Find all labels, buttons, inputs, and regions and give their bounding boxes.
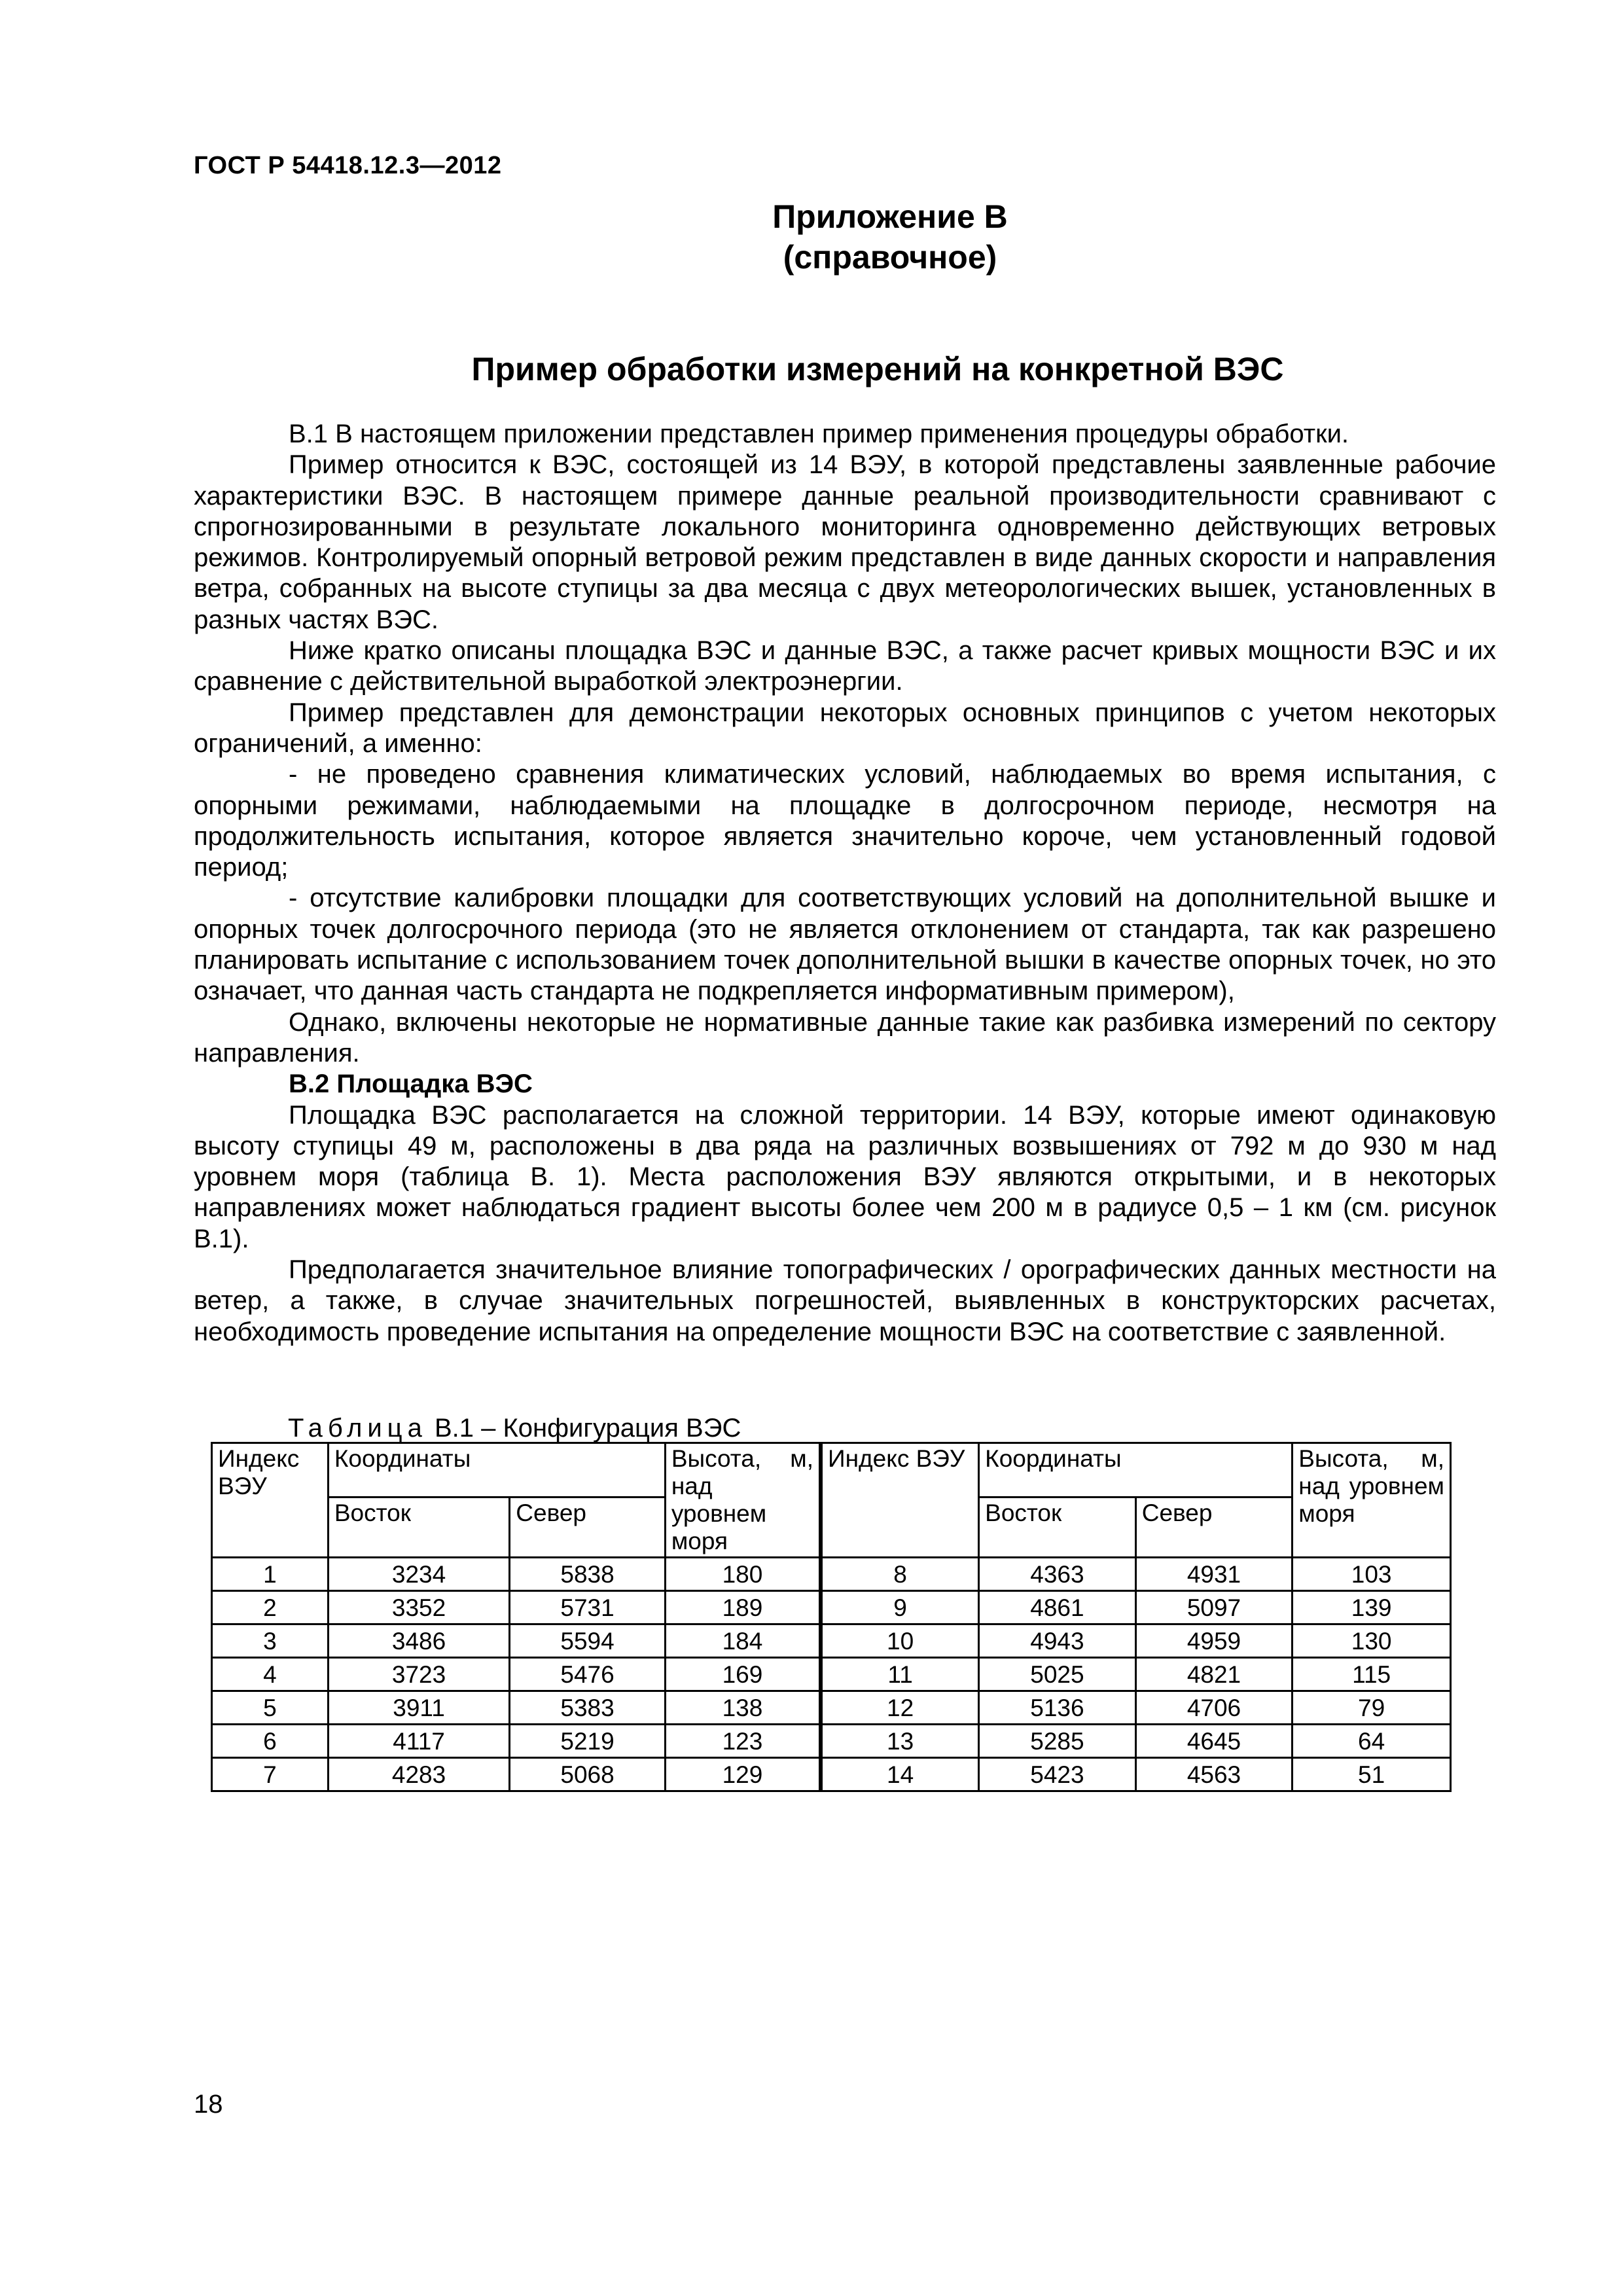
table-cell: 4363	[979, 1558, 1136, 1591]
table-cell: 3723	[328, 1658, 509, 1691]
table-cell: 123	[665, 1725, 821, 1758]
config-table	[211, 1442, 1452, 1792]
table-cell: 4117	[328, 1725, 509, 1758]
table-cell: 3234	[328, 1558, 509, 1591]
table-cell: 11	[821, 1658, 979, 1691]
paragraph: Пример относится к ВЭС, состоящей из 14 ВЭУ, в которой представлены заявленные рабочие характеристики ВЭС. В настоящем примере данные реальной производительности сравнивают с спрогнозированными в результате локального мониторинга одновременно действующих ветровых режимов. Контролируемый опорный ветровой режим представлен в виде данных скорости и направления ветра, собранных на высоте ступицы за два месяца с двух метеорологических вышек, установленных в разных частях ВЭС.	[194, 450, 1496, 634]
table-cell: 4563	[1135, 1758, 1293, 1791]
table-cell: 5025	[979, 1658, 1136, 1691]
table-cell: 2	[212, 1591, 329, 1624]
paragraph: - отсутствие калибровки площадки для соответствующих условий на дополнительной вышке и опорных точек долгосрочного периода (это не является отклонением от стандарта, так как разрешено планировать испытание с использованием точек дополнительной вышки в качестве опорных точек, но это означает, что данная часть стандарта не подкрепляется информативным примером),	[194, 884, 1496, 1006]
table-cell: 3352	[328, 1591, 509, 1624]
paragraph: Ниже кратко описаны площадка ВЭС и данные ВЭС, а также расчет кривых мощности ВЭС и их сравнение с действительной выработкой электроэнергии.	[194, 636, 1496, 696]
header-north-2: Север	[1135, 1498, 1293, 1558]
table-row	[212, 1725, 1451, 1758]
paragraph: Пример представлен для демонстрации некоторых основных принципов с учетом некоторых ограничений, а именно:	[194, 698, 1496, 758]
header-height-2: Высота, м, над уровнем моря	[1293, 1443, 1451, 1558]
table-cell: 14	[821, 1758, 979, 1791]
table-cell: 139	[1293, 1591, 1451, 1624]
table-cell: 4943	[979, 1624, 1136, 1658]
subsection-title: В.2 Площадка ВЭС	[289, 1069, 533, 1099]
table-cell: 3	[212, 1624, 329, 1658]
table-cell: 13	[821, 1725, 979, 1758]
paragraph: - не проведено сравнения климатических условий, наблюдаемых во время испытания, с опорными режимами, наблюдаемыми на площадке в долгосрочном периоде, несмотря на продолжительность испытания, которое является значительно короче, чем установленный годовой период;	[194, 760, 1496, 882]
table-row	[212, 1624, 1451, 1658]
table-cell: 3486	[328, 1624, 509, 1658]
header-coords: Координаты	[328, 1443, 665, 1498]
table-cell: 4821	[1135, 1658, 1293, 1691]
table-cell: 10	[821, 1624, 979, 1658]
table-cell: 5068	[510, 1758, 666, 1791]
appendix-title-line2: (справочное)	[783, 239, 997, 276]
table-cell: 4283	[328, 1758, 509, 1791]
table-cell: 6	[212, 1725, 329, 1758]
table-cell: 4	[212, 1658, 329, 1691]
table-row	[212, 1658, 1451, 1691]
table-cell: 1	[212, 1558, 329, 1591]
table-cell: 5476	[510, 1658, 666, 1691]
table-cell: 5594	[510, 1624, 666, 1658]
table-cell: 180	[665, 1558, 821, 1591]
table-caption-prefix: Таблица	[288, 1414, 427, 1443]
paragraph: В.1 В настоящем приложении представлен пример применения процедуры обработки.	[289, 420, 1349, 448]
table-cell: 12	[821, 1691, 979, 1725]
paragraph: Площадка ВЭС располагается на сложной территории. 14 ВЭУ, которые имеют одинаковую высоту ступицы 49 м, расположены в два ряда на различных возвышениях от 792 м до 930 м над уровнем моря (таблица В. 1). Места расположения ВЭУ являются открытыми, и в некоторых направлениях может наблюдаться градиент высоты более чем 200 м в радиусе 0,5 – 1 км (см. рисунок В.1).	[194, 1100, 1496, 1253]
table-row	[212, 1758, 1451, 1791]
table-cell: 5838	[510, 1558, 666, 1591]
table-cell: 184	[665, 1624, 821, 1658]
table-cell: 8	[821, 1558, 979, 1591]
header-index-2: Индекс ВЭУ	[821, 1443, 979, 1558]
header-east: Восток	[328, 1498, 509, 1558]
table-caption-title: В.1 – Конфигурация ВЭС	[427, 1414, 741, 1443]
table-cell: 130	[1293, 1624, 1451, 1658]
table-cell: 7	[212, 1758, 329, 1791]
table-cell: 169	[665, 1658, 821, 1691]
table-cell: 4959	[1135, 1624, 1293, 1658]
paragraph: Предполагается значительное влияние топографических / орографических данных местности на ветер, а также, в случае значительных погрешностей, выявленных в конструкторских расчетах, необходимость проведение испытания на определение мощности ВЭС на соответствие с заявленной.	[194, 1255, 1496, 1346]
standard-header: ГОСТ Р 54418.12.3—2012	[194, 152, 502, 179]
table-cell: 4861	[979, 1591, 1136, 1624]
table-cell: 5136	[979, 1691, 1136, 1725]
table-cell: 3911	[328, 1691, 509, 1725]
table-cell: 5383	[510, 1691, 666, 1725]
paragraph: Однако, включены некоторые не нормативные данные такие как разбивка измерений по сектору направления.	[194, 1007, 1496, 1067]
table-cell: 103	[1293, 1558, 1451, 1591]
section-title: Пример обработки измерений на конкретной ВЭС	[471, 351, 1284, 387]
table-cell: 115	[1293, 1658, 1451, 1691]
table-caption	[288, 1414, 741, 1443]
table-cell: 5731	[510, 1591, 666, 1624]
table-cell: 4645	[1135, 1725, 1293, 1758]
table-cell: 9	[821, 1591, 979, 1624]
table-cell: 5423	[979, 1758, 1136, 1791]
header-height: Высота, м, над уровнем моря	[665, 1443, 821, 1558]
table-row	[212, 1691, 1451, 1725]
table-cell: 5285	[979, 1725, 1136, 1758]
table-cell: 5219	[510, 1725, 666, 1758]
table-cell: 129	[665, 1758, 821, 1791]
appendix-title-line1: Приложение В	[772, 198, 1008, 235]
table-cell: 5	[212, 1691, 329, 1725]
table-cell: 138	[665, 1691, 821, 1725]
table-cell: 5097	[1135, 1591, 1293, 1624]
table-cell: 189	[665, 1591, 821, 1624]
header-coords-2: Координаты	[979, 1443, 1293, 1498]
header-east-2: Восток	[979, 1498, 1136, 1558]
table-row	[212, 1558, 1451, 1591]
table-cell: 64	[1293, 1725, 1451, 1758]
appendix-title	[0, 196, 1623, 278]
body-text	[194, 419, 1496, 1348]
table-cell: 4706	[1135, 1691, 1293, 1725]
table-cell: 79	[1293, 1691, 1451, 1725]
table-cell: 51	[1293, 1758, 1451, 1791]
page-number: 18	[194, 2090, 223, 2119]
table-cell: 4931	[1135, 1558, 1293, 1591]
header-index: Индекс ВЭУ	[212, 1443, 329, 1558]
table-row	[212, 1591, 1451, 1624]
header-north: Север	[510, 1498, 666, 1558]
